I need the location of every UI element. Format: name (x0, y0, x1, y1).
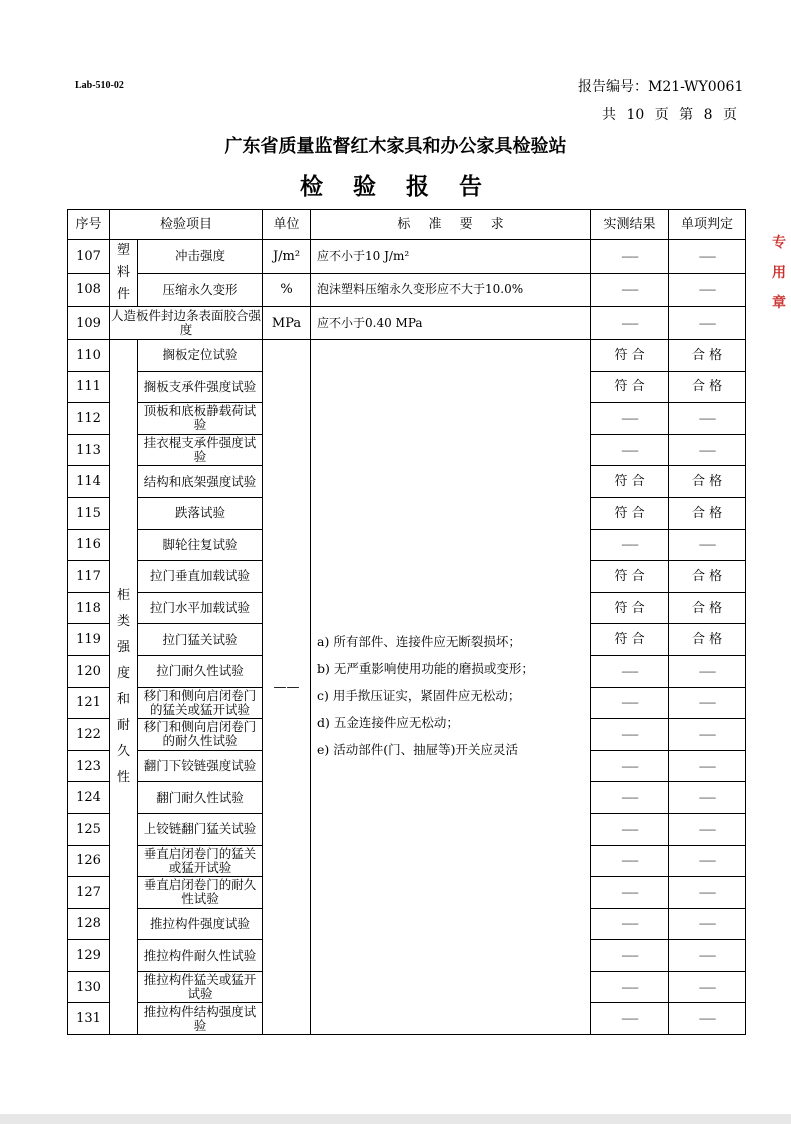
test-result: ------ (591, 273, 669, 307)
row-number: 129 (68, 940, 110, 972)
item-name: 推拉构件猛关或猛开试验 (138, 971, 263, 1003)
row-number: 122 (68, 719, 110, 751)
red-stamp-partial: 专 用 章 (772, 235, 786, 311)
test-result: ------ (591, 687, 669, 719)
row-number: 114 (68, 466, 110, 498)
item-name: 搁板支承件强度试验 (138, 371, 263, 403)
item-name: 上铰链翻门猛关试验 (138, 813, 263, 845)
group-label-cabinet: 柜类强度和耐久性 (110, 340, 138, 1035)
test-result: 符 合 (591, 561, 669, 593)
judgement: ------ (669, 403, 746, 435)
item-name: 挂衣棍支承件强度试验 (138, 434, 263, 466)
item-name: 拉门猛关试验 (138, 624, 263, 656)
row-number: 115 (68, 497, 110, 529)
row-number: 124 (68, 782, 110, 814)
test-result: 符 合 (591, 497, 669, 529)
item-name: 冲击强度 (138, 240, 263, 274)
judgement: ------ (669, 782, 746, 814)
judgement: 合 格 (669, 497, 746, 529)
item-name: 垂直启闭卷门的耐久性试验 (138, 877, 263, 909)
test-result: ------ (591, 813, 669, 845)
item-name: 推拉构件结构强度试验 (138, 1003, 263, 1035)
item-name: 移门和侧向启闭卷门的耐久性试验 (138, 719, 263, 751)
test-result: 符 合 (591, 340, 669, 372)
judgement: ------ (669, 529, 746, 561)
judgement: 合 格 (669, 592, 746, 624)
item-name: 压缩永久变形 (138, 273, 263, 307)
judgement: ------ (669, 813, 746, 845)
test-result: 符 合 (591, 371, 669, 403)
row-number: 107 (68, 240, 110, 274)
item-name: 拉门垂直加载试验 (138, 561, 263, 593)
test-result: 符 合 (591, 592, 669, 624)
judgement: ------ (669, 719, 746, 751)
test-result: ------ (591, 940, 669, 972)
test-result: 符 合 (591, 624, 669, 656)
requirement-line: c) 用手揿压证实，紧固件应无松动； (317, 688, 521, 703)
unit: J/m² (263, 240, 311, 274)
judgement: ------ (669, 908, 746, 940)
judgement: ------ (669, 750, 746, 782)
table-row (68, 340, 746, 372)
page-footer-bar (0, 1114, 791, 1124)
row-number: 111 (68, 371, 110, 403)
report-title: 检验报告 (300, 174, 512, 200)
standard-requirement: 应不小于0.40 MPa (311, 307, 591, 340)
unit: MPa (263, 307, 311, 340)
standard-requirement: 应不小于10 J/m² (311, 240, 591, 274)
judgement: 合 格 (669, 561, 746, 593)
item-name: 推拉构件耐久性试验 (138, 940, 263, 972)
row-number: 125 (68, 813, 110, 845)
row-number: 121 (68, 687, 110, 719)
item-name: 搁板定位试验 (138, 340, 263, 372)
table-header-row (68, 210, 746, 240)
row-number: 117 (68, 561, 110, 593)
item-name: 顶板和底板静载荷试验 (138, 403, 263, 435)
unit: % (263, 273, 311, 307)
judgement: ------ (669, 1003, 746, 1035)
table-row (68, 307, 746, 340)
row-number: 127 (68, 877, 110, 909)
row-number: 116 (68, 529, 110, 561)
item-name: 垂直启闭卷门的猛关或猛开试验 (138, 845, 263, 877)
test-result: ------ (591, 750, 669, 782)
item-name: 移门和侧向启闭卷门的猛关或猛开试验 (138, 687, 263, 719)
item-name: 拉门耐久性试验 (138, 655, 263, 687)
judgement: 合 格 (669, 340, 746, 372)
test-result: ------ (591, 719, 669, 751)
judgement: 合 格 (669, 466, 746, 498)
row-number: 119 (68, 624, 110, 656)
report-number: 报告编号：M21-WY0061 (578, 79, 744, 95)
test-result: 符 合 (591, 466, 669, 498)
requirement-line: e) 活动部件(门、抽屉等)开关应灵活 (317, 742, 519, 757)
judgement: 合 格 (669, 371, 746, 403)
lab-code: Lab-510-02 (75, 80, 124, 91)
item-name: 推拉构件强度试验 (138, 908, 263, 940)
test-result: ------ (591, 971, 669, 1003)
item-name: 人造板件封边条表面胶合强度 (110, 307, 263, 340)
test-result: ------ (591, 782, 669, 814)
common-requirements (311, 340, 591, 1035)
judgement: ------ (669, 240, 746, 274)
judgement: ------ (669, 687, 746, 719)
col-header-judgement: 单项判定 (669, 210, 746, 240)
item-name: 拉门水平加载试验 (138, 592, 263, 624)
test-result: ------ (591, 307, 669, 340)
item-name: 跌落试验 (138, 497, 263, 529)
judgement: ------ (669, 940, 746, 972)
col-header-no: 序号 (68, 210, 110, 240)
requirement-line: b) 无严重影响使用功能的磨损或变形； (317, 661, 534, 676)
row-number: 128 (68, 908, 110, 940)
test-result: ------ (591, 877, 669, 909)
judgement: ------ (669, 307, 746, 340)
common-unit: —— (263, 340, 311, 1035)
col-header-item: 检验项目 (110, 210, 263, 240)
test-result: ------ (591, 403, 669, 435)
test-result: ------ (591, 1003, 669, 1035)
row-number: 112 (68, 403, 110, 435)
test-result: ------ (591, 845, 669, 877)
judgement: ------ (669, 971, 746, 1003)
col-header-result: 实测结果 (591, 210, 669, 240)
judgement: 合 格 (669, 624, 746, 656)
standard-requirement: 泡沫塑料压缩永久变形应不大于10.0% (311, 273, 591, 307)
row-number: 113 (68, 434, 110, 466)
table-row (68, 240, 746, 274)
row-number: 109 (68, 307, 110, 340)
test-result: ------ (591, 529, 669, 561)
requirement-line: d) 五金连接件应无松动； (317, 715, 459, 730)
test-result: ------ (591, 434, 669, 466)
row-number: 110 (68, 340, 110, 372)
judgement: ------ (669, 655, 746, 687)
judgement: ------ (669, 845, 746, 877)
row-number: 118 (68, 592, 110, 624)
inspection-table (67, 209, 746, 1035)
organization-name: 广东省质量监督红木家具和办公家具检验站 (224, 136, 567, 157)
page-info: 共 10 页 第 8 页 (602, 107, 737, 123)
row-number: 130 (68, 971, 110, 1003)
table-row (68, 273, 746, 307)
row-number: 131 (68, 1003, 110, 1035)
requirement-line: a) 所有部件、连接件应无断裂损坏； (317, 634, 521, 649)
group-label-plastic: 塑料件 (110, 240, 138, 307)
test-result: ------ (591, 240, 669, 274)
col-header-unit: 单位 (263, 210, 311, 240)
test-result: ------ (591, 655, 669, 687)
judgement: ------ (669, 877, 746, 909)
row-number: 123 (68, 750, 110, 782)
item-name: 脚轮往复试验 (138, 529, 263, 561)
judgement: ------ (669, 273, 746, 307)
row-number: 120 (68, 655, 110, 687)
judgement: ------ (669, 434, 746, 466)
test-result: ------ (591, 908, 669, 940)
col-header-standard: 标 准 要 求 (311, 210, 591, 240)
row-number: 126 (68, 845, 110, 877)
row-number: 108 (68, 273, 110, 307)
item-name: 翻门耐久性试验 (138, 782, 263, 814)
item-name: 结构和底架强度试验 (138, 466, 263, 498)
item-name: 翻门下铰链强度试验 (138, 750, 263, 782)
